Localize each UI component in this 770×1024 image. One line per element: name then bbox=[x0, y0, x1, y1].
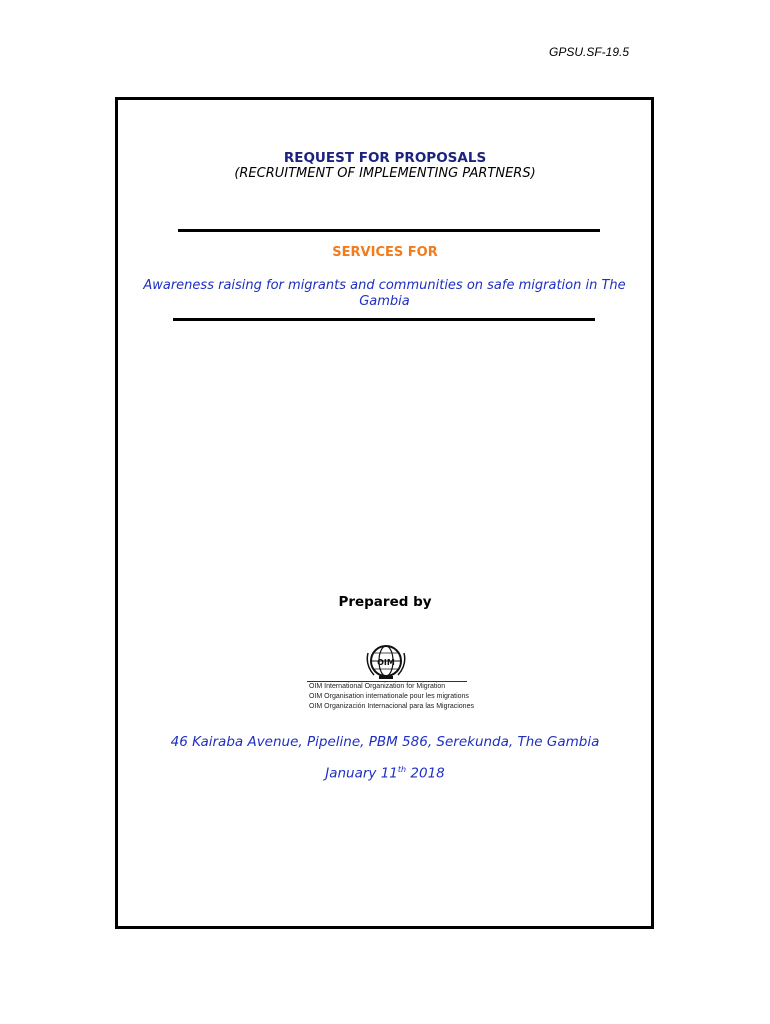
document-date bbox=[0, 765, 770, 782]
logo-line-en: OIM International Organization for Migration bbox=[309, 683, 446, 690]
prepared-by-label: Prepared by bbox=[338, 594, 432, 610]
divider-top bbox=[178, 229, 600, 232]
page-title: REQUEST FOR PROPOSALS bbox=[283, 150, 487, 166]
cover-frame bbox=[115, 97, 654, 929]
date-year: 2018 bbox=[406, 765, 445, 782]
page-subtitle: (RECRUITMENT OF IMPLEMENTING PARTNERS) bbox=[234, 166, 536, 181]
services-heading: SERVICES FOR bbox=[332, 245, 438, 260]
iom-logo bbox=[305, 643, 474, 718]
logo-divider bbox=[307, 681, 467, 682]
date-prefix: January 11 bbox=[325, 765, 398, 782]
svg-text:OIM: OIM bbox=[377, 658, 395, 667]
divider-bottom bbox=[173, 318, 595, 321]
office-address: 46 Kairaba Avenue, Pipeline, PBM 586, Serekunda, The Gambia bbox=[170, 734, 600, 750]
date-ordinal: th bbox=[397, 765, 407, 774]
project-title: Awareness raising for migrants and communities on safe migration in The Gambia bbox=[143, 278, 626, 309]
document-code: GPSU.SF-19.5 bbox=[549, 45, 630, 59]
logo-line-es: OIM Organización Internacional para las Migraciones bbox=[309, 703, 474, 710]
iom-globe-logo-icon bbox=[366, 643, 406, 681]
logo-line-fr: OIM Organisation internationale pour les migrations bbox=[309, 693, 469, 700]
